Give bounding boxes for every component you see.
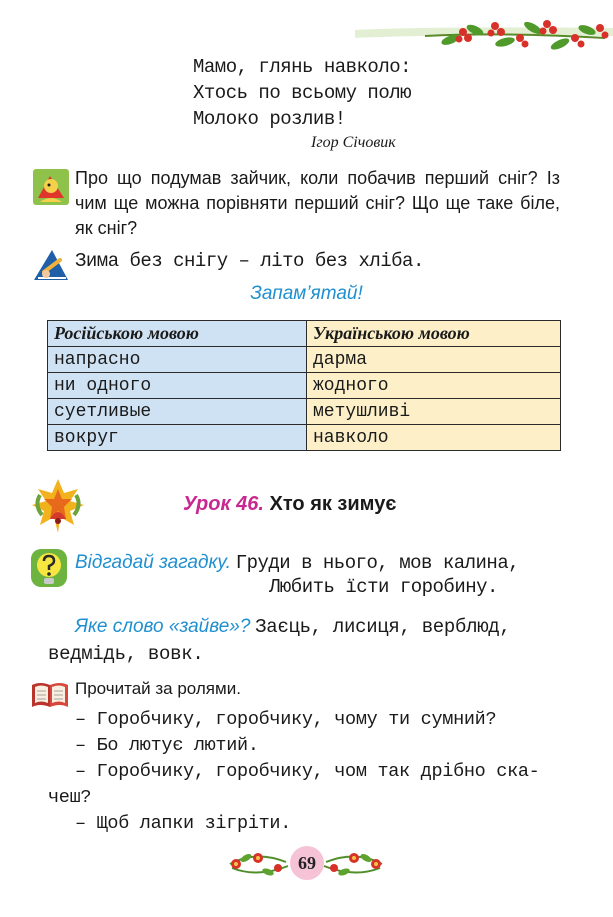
- table-row: [48, 347, 561, 373]
- riddle-line: Груди в нього, мов калина,: [235, 552, 520, 574]
- table-header: Українською мовою: [307, 321, 561, 347]
- extra-word-list: ведмідь, вовк.: [48, 643, 204, 665]
- autumn-leaves-bell-icon: [30, 475, 86, 539]
- poem-line: Молоко розлив!: [193, 108, 346, 130]
- lesson-number: Урок 46.: [183, 493, 264, 515]
- poem-line: Хтось по всьому полю: [193, 82, 412, 104]
- thinking-character-icon: [32, 168, 70, 206]
- extra-word-prompt: Яке слово «зайве»?: [75, 616, 251, 637]
- lesson-heading: [183, 493, 396, 516]
- table-cell: дарма: [307, 347, 561, 373]
- berry-branch-ornament: [355, 8, 613, 58]
- page-number: 69: [290, 846, 324, 880]
- dialog-line: чеш?: [48, 787, 92, 808]
- proverb-text: Зима без снігу – літо без хліба.: [75, 250, 424, 272]
- remember-heading: Запам’ятай!: [250, 283, 363, 304]
- question-bulb-icon: [30, 548, 68, 588]
- riddle-block: [75, 550, 519, 576]
- table-cell: ни одного: [48, 373, 307, 399]
- writing-hand-icon: [32, 246, 70, 284]
- lesson-title: Хто як зимує: [269, 493, 397, 515]
- table-header: Російською мовою: [48, 321, 307, 347]
- table-row: [48, 425, 561, 451]
- question-text: Про що подумав зайчик, коли побачив перший сніг? Із чим ще можна порівняти перший сніг? Що ще таке біле, як сніг?: [75, 168, 560, 238]
- vocabulary-table: [47, 320, 561, 451]
- dialog-line: – Щоб лапки зігріти.: [75, 813, 292, 834]
- table-cell: навколо: [307, 425, 561, 451]
- read-roles-instruction: Прочитай за ролями.: [75, 679, 241, 698]
- riddle-line: Любить їсти горобину.: [269, 576, 498, 598]
- poem-author: Ігор Січовик: [311, 134, 396, 151]
- table-cell: жодного: [307, 373, 561, 399]
- table-row: [48, 373, 561, 399]
- dialog-line: – Горобчику, горобчику, чом так дрібно ска-: [75, 761, 540, 782]
- table-header-row: [48, 321, 561, 347]
- table-cell: суетливые: [48, 399, 307, 425]
- table-cell: вокруг: [48, 425, 307, 451]
- extra-word-block: [75, 614, 560, 640]
- table-cell: метушливі: [307, 399, 561, 425]
- page-footer: [226, 838, 386, 886]
- poem: [193, 54, 453, 154]
- extra-word-list: Заєць, лисиця, верблюд,: [255, 616, 511, 638]
- poem-line: Мамо, глянь навколо:: [193, 56, 412, 78]
- open-book-icon: [30, 679, 70, 709]
- dialog-line: – Бо лютує лютий.: [75, 735, 259, 756]
- dialog-line: – Горобчику, горобчику, чому ти сумний?: [75, 709, 497, 730]
- table-cell: напрасно: [48, 347, 307, 373]
- table-row: [48, 399, 561, 425]
- riddle-prompt: Відгадай загадку.: [75, 552, 231, 573]
